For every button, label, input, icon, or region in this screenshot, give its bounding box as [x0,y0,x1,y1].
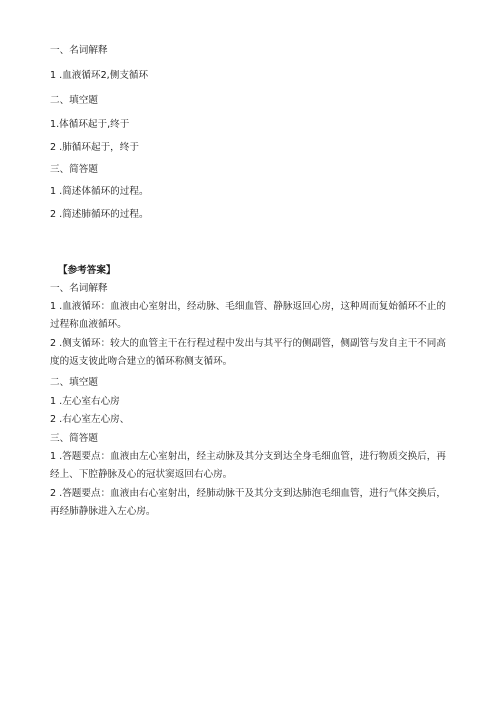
section-title-short-answer: 三、简答题 [50,433,98,444]
section-title-short-answer: 三、简答题 [50,164,98,175]
section-title-fill-blank: 二、填空题 [50,95,98,106]
answer-item: 2 .侧支循环：较大的血管主干在行程过程中发出与其平行的侧副管，侧副管与发自主干不同高度的返支彼此吻合建立的循环称侧支循环。 [50,338,446,367]
section-title-definitions: 一、名词解释 [50,283,108,294]
answer-item: 1 .血液循环：血液由心室射出，经动脉、毛细血管、静脉返回心房，这种周而复始循环不止的过程称血液循环。 [50,301,446,330]
answer-item: 2 .答题要点：血液由右心室射出，经肺动脉干及其分支到达肺泡毛细血管，进行气体交换后，再经肺静脉进入左心房。 [50,488,446,517]
section-title-fill-blank: 二、填空题 [50,377,98,388]
answer-item: 1 .答题要点：血液由左心室射出，经主动脉及其分支到达全身毛细血管，进行物质交换后，再经上、下腔静脉及心的冠状窦返回右心房。 [50,451,446,480]
answer-heading: 【参考答案】 [58,265,116,276]
question-item: 1.体循环起于,终于 [50,119,130,130]
answer-item: 1 .左心室右心房 [50,396,120,407]
section-title-definitions: 一、名词解释 [50,45,108,56]
question-item: 2 .肺循环起于，终于 [50,142,139,153]
question-item: 1 .简述体循环的过程。 [50,186,149,197]
question-item: 1 .血液循环2,侧支循环 [50,70,149,81]
question-item: 2 .简述肺循环的过程。 [50,209,149,220]
answer-item: 2 .右心室左心房、 [50,414,130,425]
